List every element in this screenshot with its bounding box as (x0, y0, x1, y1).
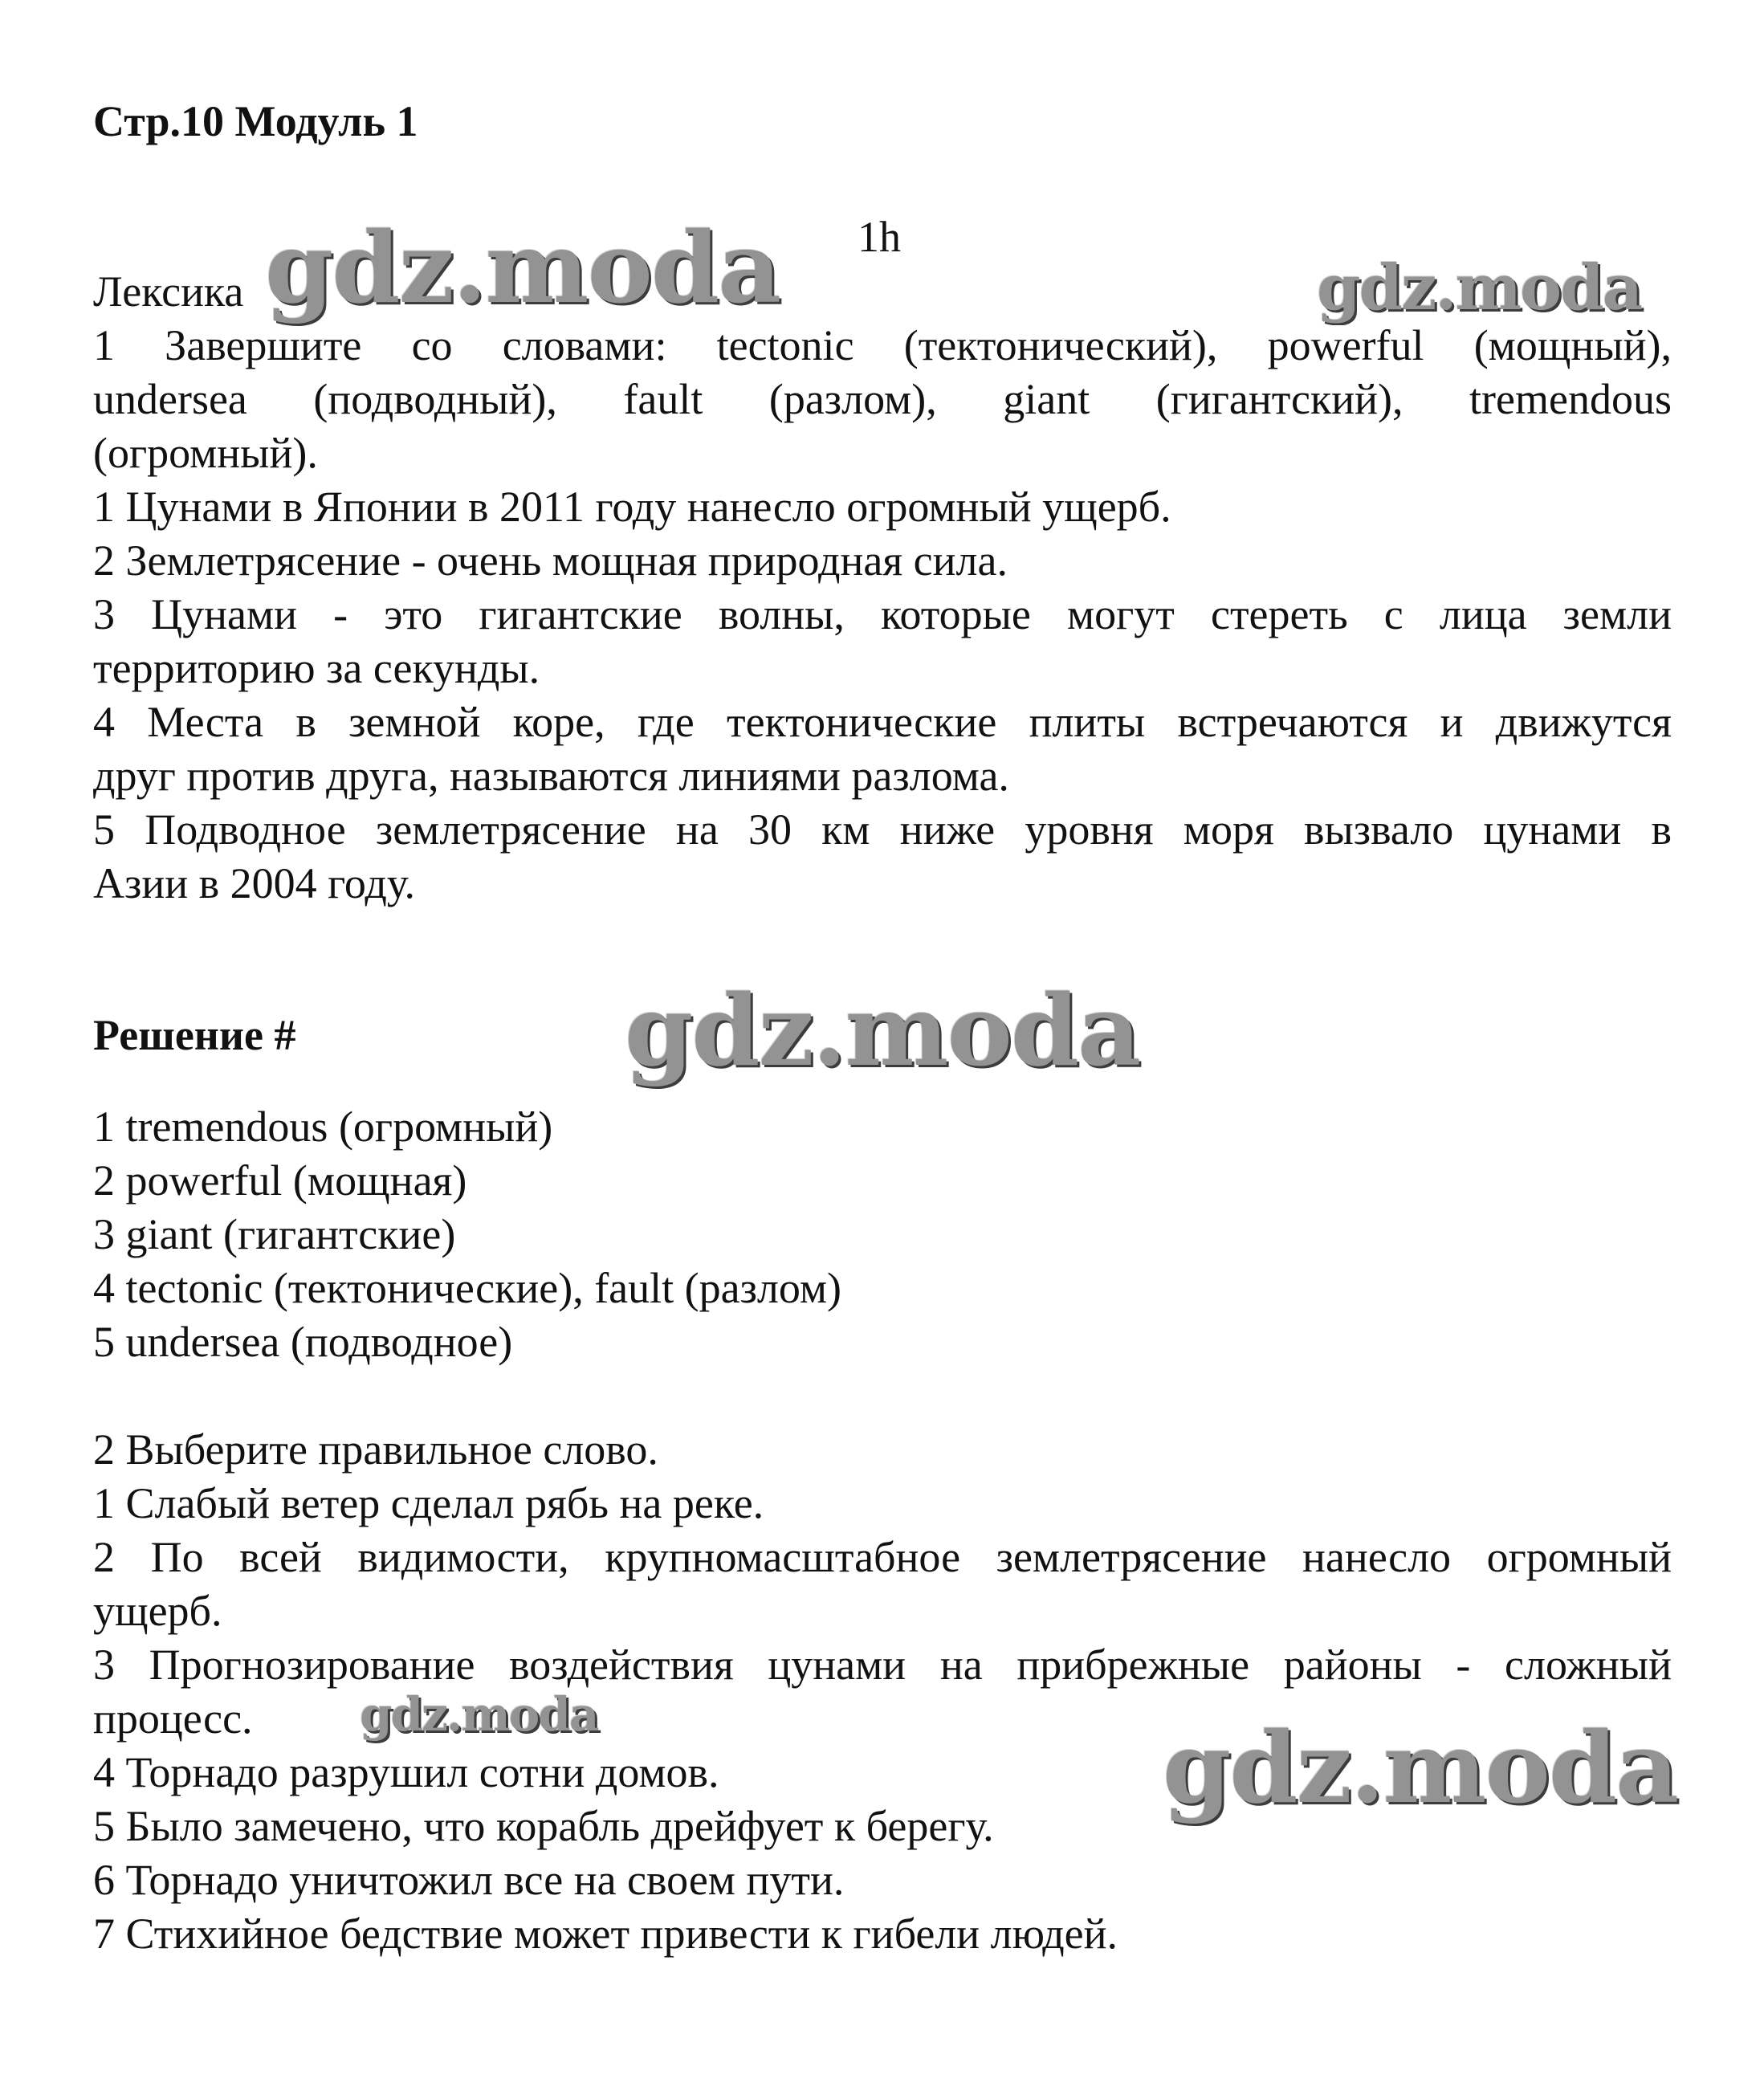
watermark-logo: gdz.moda (625, 972, 1140, 1088)
answer-line: 4 tectonic (тектонические), fault (разлом) (93, 1264, 842, 1312)
task-line-2: undersea (подводный), fault (разлом), giant (гигантский), tremendous (93, 375, 1672, 423)
task2-line: 7 Стихийное бедствие может привести к гибели людей. (93, 1910, 1118, 1958)
task2-line: процесс. (93, 1694, 253, 1743)
watermark-logo: gdz.moda (265, 210, 780, 325)
task2-line: 6 Торнадо уничтожил все на своем пути. (93, 1856, 845, 1904)
task2-line: 2 По всей видимости, крупномасштабное землетрясение нанесло огромный (93, 1533, 1672, 1581)
sentence-line: 5 Подводное землетрясение на 30 км ниже уровня моря вызвало цунами в (93, 805, 1672, 854)
sentence-line: 1 Цунами в Японии в 2011 году нанесло огромный ущерб. (93, 483, 1171, 531)
task-line-1: 1 Завершите со словами: tectonic (тектонический), powerful (мощный), (93, 321, 1672, 369)
watermark-logo: gdz.moda (1317, 251, 1642, 324)
sentence-line: Азии в 2004 году. (93, 859, 415, 907)
solution-heading: Решение # (93, 1011, 296, 1059)
answer-line: 5 undersea (подводное) (93, 1318, 513, 1366)
sentence-line: друг против друга, называются линиями разлома. (93, 752, 1009, 800)
task-line-3: (огромный). (93, 429, 318, 477)
task2-line: 4 Торнадо разрушил сотни домов. (93, 1748, 719, 1796)
task2-heading: 2 Выберите правильное слово. (93, 1425, 658, 1474)
page-title: Стр.10 Модуль 1 (93, 97, 418, 145)
answer-line: 3 giant (гигантские) (93, 1210, 456, 1258)
sentence-line: 2 Землетрясение - очень мощная природная сила. (93, 536, 1008, 585)
page-marker: 1h (858, 213, 901, 261)
watermark-logo: gdz.moda (1163, 1710, 1678, 1825)
task2-line: 1 Слабый ветер сделал рябь на реке. (93, 1479, 764, 1527)
section-heading-lexika: Лексика (93, 267, 244, 316)
answer-line: 2 powerful (мощная) (93, 1156, 467, 1205)
task2-line: 5 Было замечено, что корабль дрейфует к берегу. (93, 1802, 994, 1850)
watermark-logo: gdz.moda (360, 1687, 598, 1742)
task2-line: 3 Прогнозирование воздействия цунами на прибрежные районы - сложный (93, 1641, 1672, 1689)
sentence-line: территорию за секунды. (93, 644, 540, 692)
answer-line: 1 tremendous (огромный) (93, 1103, 553, 1151)
task2-line: ущерб. (93, 1587, 222, 1635)
sentence-line: 3 Цунами - это гигантские волны, которые могут стереть с лица земли (93, 590, 1672, 638)
sentence-line: 4 Места в земной коре, где тектонические плиты встречаются и движутся (93, 698, 1672, 746)
